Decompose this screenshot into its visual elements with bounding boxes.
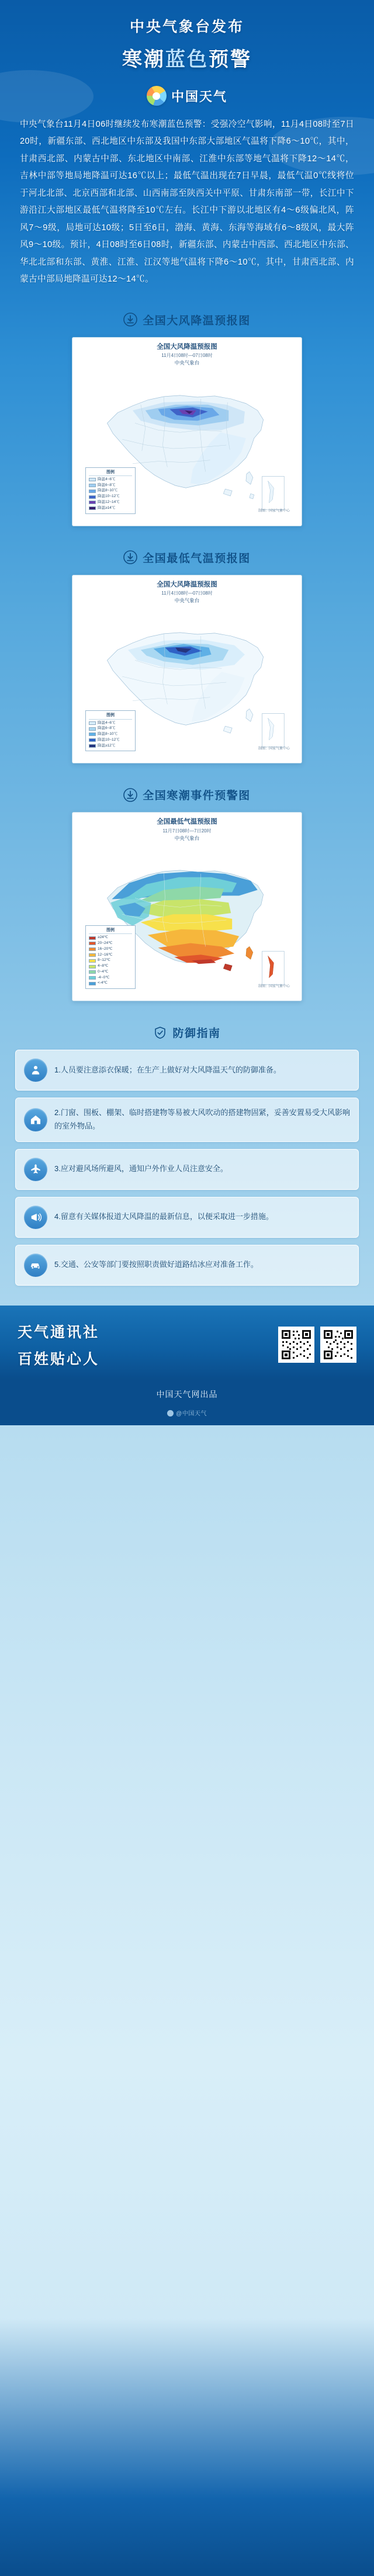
broadcast-icon [24, 1206, 47, 1229]
guide-list [15, 1050, 359, 1286]
legend-label: 降温≥12℃ [98, 743, 116, 748]
legend-label: 降温6~8℃ [98, 726, 116, 731]
shield-guide-icon [153, 1026, 167, 1040]
legend-label: 降温10~12℃ [98, 737, 120, 742]
section-heading-guide [0, 1025, 374, 1040]
article-body: 中央气象台11月4日06时继续发布寒潮蓝色预警：受强冷空气影响，11月4日08时至7日20时，新疆东部、西北地区中东部及我国中东部大部地区气温将下降6～10℃，其中，甘肃西北部、内蒙古中部、东北地区中南部、江淮中东部等地气温将下降12～14℃，吉林中部等地局地降温可达16℃以上；最低气温出现在7日早晨，最低气温0℃线将位于河北北部、北京西部和北部、山西南部至陕西关中平原、甘肃东南部一带，长江中下游沿江大部地区最低气温将降至10℃左右。长江中下游以北地区有4～6级偏北风，阵风7～9级，局地可达10级；5日至6日，渤海、黄海、东海等海域有6～8级风，最大阵风9～10级。预计，4日08时至6日08时，新疆东部、内蒙古中西部、西北地区中东部、华北北部和东部、黄淮、江淮、江汉等地气温将下降6～10℃，其中，甘肃西北部、内蒙古中部局地降温可达12～14℃。 [20, 120, 354, 284]
map-card-wind-temp[interactable] [72, 337, 302, 526]
legend-item [89, 744, 132, 749]
legend-label: 降温8~10℃ [98, 488, 118, 493]
legend-title: 图例 [89, 470, 132, 476]
title-part-coldwave: 寒潮 [122, 48, 165, 71]
legend-item [89, 738, 132, 743]
legend-label: ≥24℃ [98, 935, 109, 940]
section-title-text: 全国最低气温预报图 [143, 552, 251, 565]
poster-header [0, 0, 374, 78]
map-org: 中央气象台 [174, 597, 200, 603]
download-arrow-icon [123, 788, 137, 802]
legend-item [89, 732, 132, 737]
legend-item [89, 483, 132, 488]
map-image-coldwave [77, 844, 297, 995]
legend-label: 降温8~10℃ [98, 732, 118, 737]
legend-item [89, 947, 132, 952]
person-icon [24, 1058, 47, 1082]
guide-item-text: 2.门窗、围板、棚架、临时搭建物等易被大风吹动的搭建物固紧，妥善安置易受大风影响的室外物品。 [54, 1108, 350, 1130]
map-subtitle: 11月4日08时—07日08时 [161, 352, 213, 358]
footer-credit: 中国天气网出品 [0, 1379, 374, 1406]
legend-item [89, 721, 132, 726]
map-image-wind-temp [77, 369, 297, 520]
map-title: 全国大风降温预报图 [157, 343, 217, 350]
guide-item-text: 5.交通、公安等部门要按照职责做好道路结冰应对准备工作。 [54, 1260, 258, 1269]
legend-label: 8~12℃ [98, 958, 110, 963]
guide-item [15, 1149, 359, 1190]
legend-item [89, 981, 132, 986]
map-legend-coldwave [85, 925, 136, 989]
legend-item [89, 970, 132, 975]
footer-slogan [18, 1321, 99, 1369]
header-subtitle: 中央气象台发布 [129, 19, 244, 35]
weibo-handle: @中国天气 [176, 1410, 207, 1417]
section-title-text: 防御指南 [172, 1027, 221, 1040]
legend-item [89, 953, 132, 958]
legend-item [89, 958, 132, 963]
map-subtitle: 11月7日08时—7日20时 [162, 828, 212, 834]
map-card-min-temp[interactable] [72, 575, 302, 764]
map-credit: 制图：国家气象中心 [258, 509, 290, 513]
map-title: 全国大风降温预报图 [157, 581, 217, 588]
legend-item [89, 941, 132, 946]
poster-footer [0, 1306, 374, 1379]
qr-code-icon[interactable] [278, 1327, 314, 1363]
legend-label: 降温≥14℃ [98, 505, 116, 510]
guide-item [15, 1245, 359, 1286]
map-org: 中央气象台 [174, 359, 200, 366]
download-arrow-icon [123, 313, 137, 327]
legend-label: 降温4~6℃ [98, 477, 116, 481]
section-heading-wind-temp [0, 312, 374, 328]
map-card-coldwave[interactable] [72, 812, 302, 1001]
map-legend-wind-temp [85, 467, 136, 514]
legend-label: 4~8℃ [98, 964, 109, 968]
map-credit: 制图：国家气象中心 [258, 747, 290, 751]
title-part-warning: 预警 [209, 48, 252, 71]
map-org: 中央气象台 [174, 835, 200, 841]
section-heading-coldwave [0, 787, 374, 803]
legend-item [89, 477, 132, 482]
legend-label: 0~4℃ [98, 969, 109, 974]
section-title-text: 全国寒潮事件预警图 [143, 790, 251, 803]
qr-code-icon[interactable] [320, 1327, 356, 1363]
download-arrow-icon [123, 550, 137, 564]
section-title-text: 全国大风降温预报图 [143, 314, 251, 327]
weibo-watermark [0, 1406, 374, 1425]
guide-item-text: 4.留意有关媒体报道大风降温的最新信息，以便采取进一步措施。 [54, 1212, 273, 1221]
legend-label: 降温12~14℃ [98, 500, 120, 504]
car-icon [24, 1254, 47, 1277]
house-icon [24, 1108, 47, 1131]
title-part-blue: 蓝色 [165, 48, 209, 71]
legend-label: 20~24℃ [98, 941, 113, 946]
legend-label: 降温10~12℃ [98, 494, 120, 499]
footer-slogan-line2: 百姓贴心人 [18, 1351, 100, 1367]
legend-title: 图例 [89, 928, 132, 934]
footer-slogan-line1: 天气通讯社 [18, 1324, 100, 1341]
guide-item-text: 1.人员要注意添衣保暖；在生产上做好对大风降温天气的防御准备。 [54, 1065, 281, 1074]
airplane-icon [24, 1158, 47, 1181]
legend-label: 16~20℃ [98, 946, 113, 951]
legend-item [89, 964, 132, 969]
legend-label: 12~16℃ [98, 952, 113, 957]
brand-name: 中国天气 [171, 89, 227, 104]
guide-item-text: 3.应对避风场所避风，通知户外作业人员注意安全。 [54, 1164, 228, 1174]
legend-title: 图例 [89, 713, 132, 719]
map-legend-min-temp [85, 710, 136, 751]
page-title [0, 43, 374, 72]
legend-label: 降温4~6℃ [98, 720, 116, 725]
legend-item [89, 726, 132, 731]
qr-code-group [278, 1327, 356, 1363]
legend-label: -4~0℃ [98, 975, 110, 980]
map-subtitle: 11月4日08时—07日08时 [161, 590, 213, 596]
legend-label: <-4℃ [98, 981, 108, 985]
map-credit: 制图：国家气象中心 [258, 984, 290, 988]
legend-item [89, 494, 132, 499]
map-title: 全国最低气温预报图 [157, 818, 217, 826]
legend-item [89, 975, 132, 981]
legend-item [89, 488, 132, 494]
guide-item [15, 1197, 359, 1238]
legend-label: 降温6~8℃ [98, 482, 116, 487]
guide-item [15, 1050, 359, 1091]
legend-item [89, 500, 132, 505]
weibo-icon [167, 1410, 174, 1417]
legend-item [89, 935, 132, 940]
guide-item [15, 1098, 359, 1142]
china-weather-logo-icon [147, 86, 167, 106]
legend-item [89, 506, 132, 511]
section-heading-min-temp [0, 550, 374, 565]
brand-logo [0, 86, 374, 106]
map-image-min-temp [77, 606, 297, 757]
